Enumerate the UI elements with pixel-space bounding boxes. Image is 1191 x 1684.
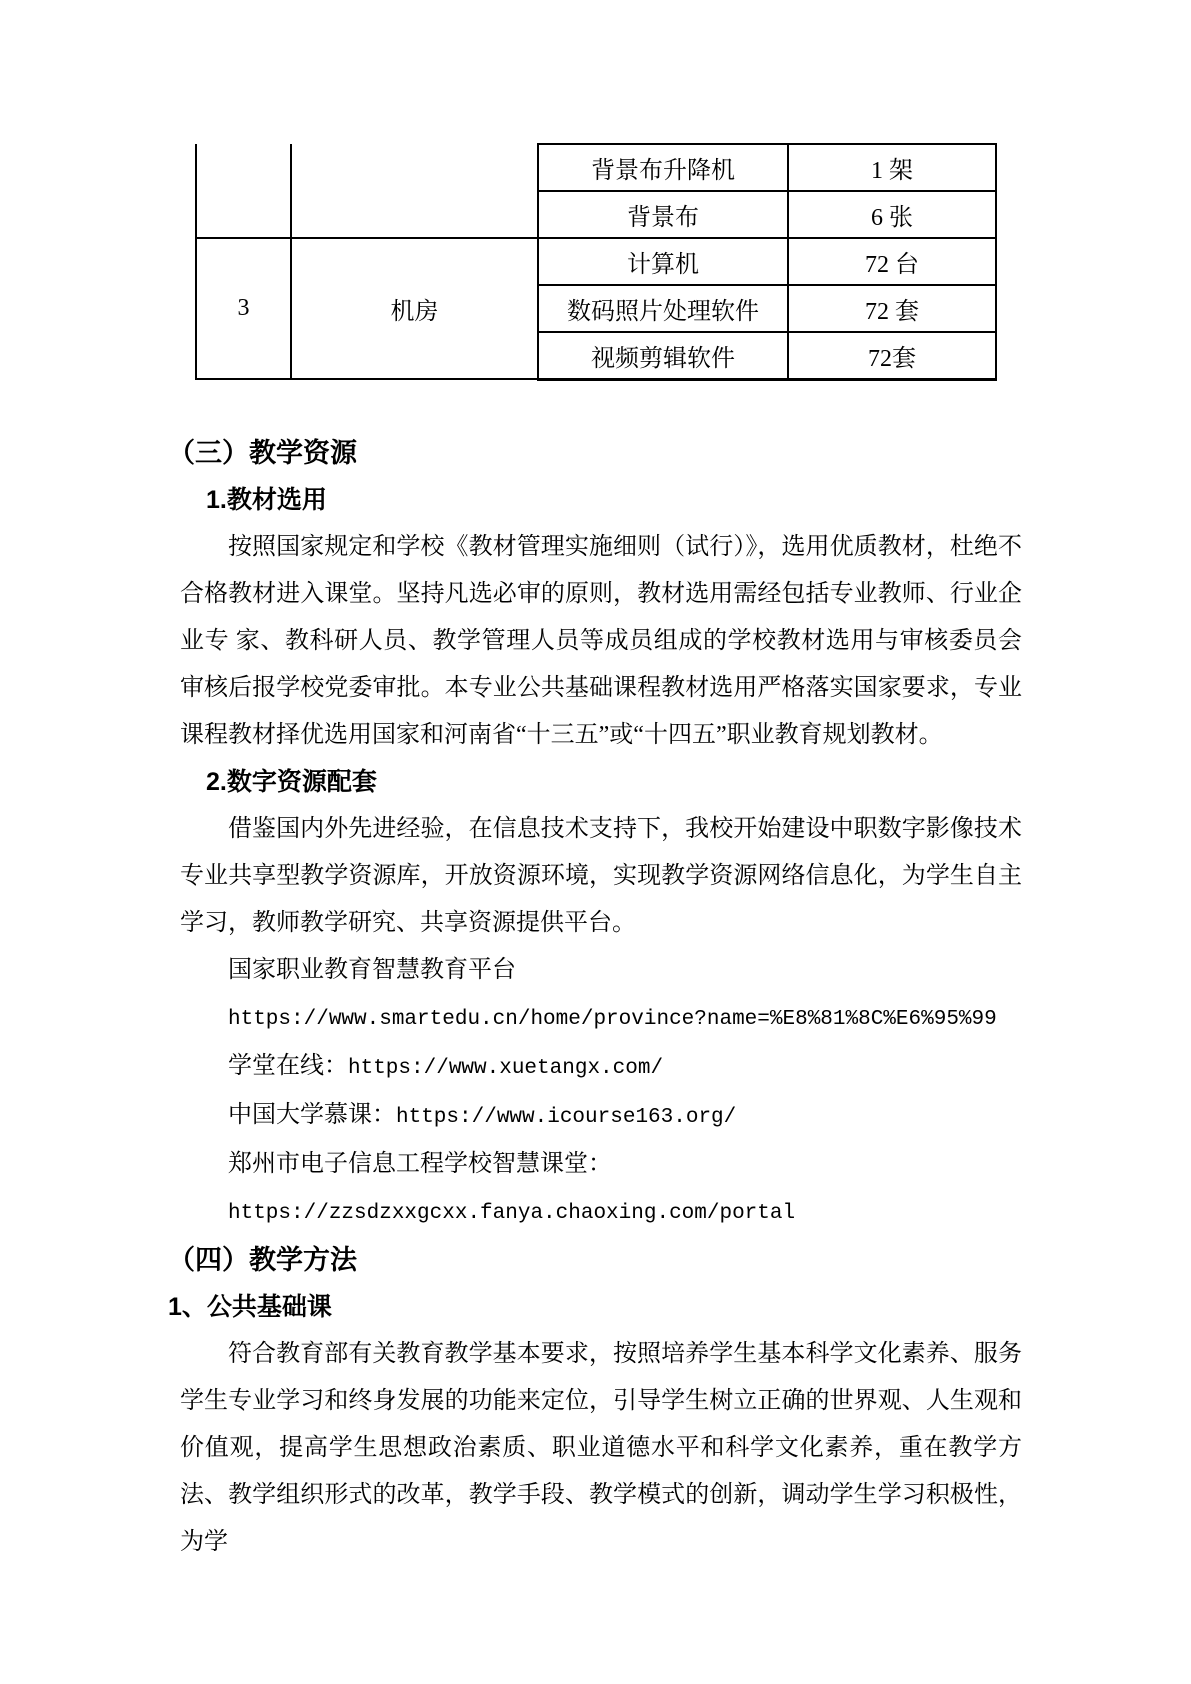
digital-resources-heading: 2.数字资源配套	[206, 768, 377, 796]
cell-qty: 72 台	[788, 238, 996, 285]
section-4-heading: （四）教学方法	[168, 1245, 357, 1275]
cell-item: 背景布	[538, 191, 788, 238]
school-platform-url: https://zzsdzxxgcxx.fanya.chaoxing.com/portal	[228, 1202, 796, 1225]
section-3-heading: （三）教学资源	[168, 438, 357, 468]
table-row	[196, 144, 996, 191]
school-platform-url-line	[180, 1188, 1022, 1237]
textbook-selection-paragraph: 按照国家规定和学校《教材管理实施细则（试行）》，选用优质教材，杜绝不合格教材进入课堂。坚持凡选必审的原则，教材选用需经包括专业教师、行业企业专 家、教科研人员、教学管理人员等成员组成的学校教材选用与审核委员会审核后报学校党委审批。本专业公共基础课程教材选用严格落实国家要求，专业课程教材择优选用国家和河南省“十三五”或“十四五”职业教育规划教材。	[180, 534, 1022, 748]
platform-title: 国家职业教育智慧教育平台	[228, 957, 516, 983]
cell-seq-continued	[196, 144, 291, 238]
cell-qty: 1 架	[788, 144, 996, 191]
school-platform-label-line	[180, 1141, 1022, 1188]
cell-qty: 72 套	[788, 285, 996, 332]
smartedu-url-line	[180, 994, 1022, 1043]
cell-room-continued	[291, 144, 538, 238]
document-body	[168, 430, 1022, 1566]
mooc-url: https://www.icourse163.org/	[396, 1106, 737, 1129]
xuetang-line	[180, 1043, 1022, 1092]
cell-qty: 72套	[788, 332, 996, 379]
cell-seq-number: 3	[196, 238, 291, 379]
cell-item: 视频剪辑软件	[538, 332, 788, 379]
xuetang-label: 学堂在线：	[228, 1053, 348, 1079]
mooc-line	[180, 1092, 1022, 1141]
xuetang-url: https://www.xuetangx.com/	[348, 1057, 664, 1080]
mooc-label: 中国大学慕课：	[228, 1102, 396, 1128]
cell-room-name: 机房	[291, 238, 538, 379]
smartedu-url: https://www.smartedu.cn/home/province?name=%E8%81%8C%E6%95%99	[228, 1008, 997, 1031]
equipment-table	[195, 143, 997, 381]
cell-qty: 6 张	[788, 191, 996, 238]
public-course-paragraph: 符合教育部有关教育教学基本要求，按照培养学生基本科学文化素养、服务学生专业学习和终身发展的功能来定位，引导学生树立正确的世界观、人生观和价值观，提高学生思想政治素质、职业道德水平和科学文化素养，重在教学方法、教学组织形式的改革，教学手段、教学模式的创新，调动学生学习积极性，为学	[180, 1341, 1022, 1555]
cell-item: 背景布升降机	[538, 144, 788, 191]
table-row	[196, 238, 996, 285]
school-platform-label: 郑州市电子信息工程学校智慧课堂：	[228, 1151, 612, 1177]
textbook-selection-heading: 1.教材选用	[206, 486, 327, 514]
public-course-heading: 1、公共基础课	[168, 1293, 332, 1321]
cell-item: 数码照片处理软件	[538, 285, 788, 332]
cell-item: 计算机	[538, 238, 788, 285]
digital-resources-paragraph: 借鉴国内外先进经验，在信息技术支持下，我校开始建设中职数字影像技术专业共享型教学资源库，开放资源环境，实现教学资源网络信息化，为学生自主学习，教师教学研究、共享资源提供平台。	[180, 816, 1022, 936]
